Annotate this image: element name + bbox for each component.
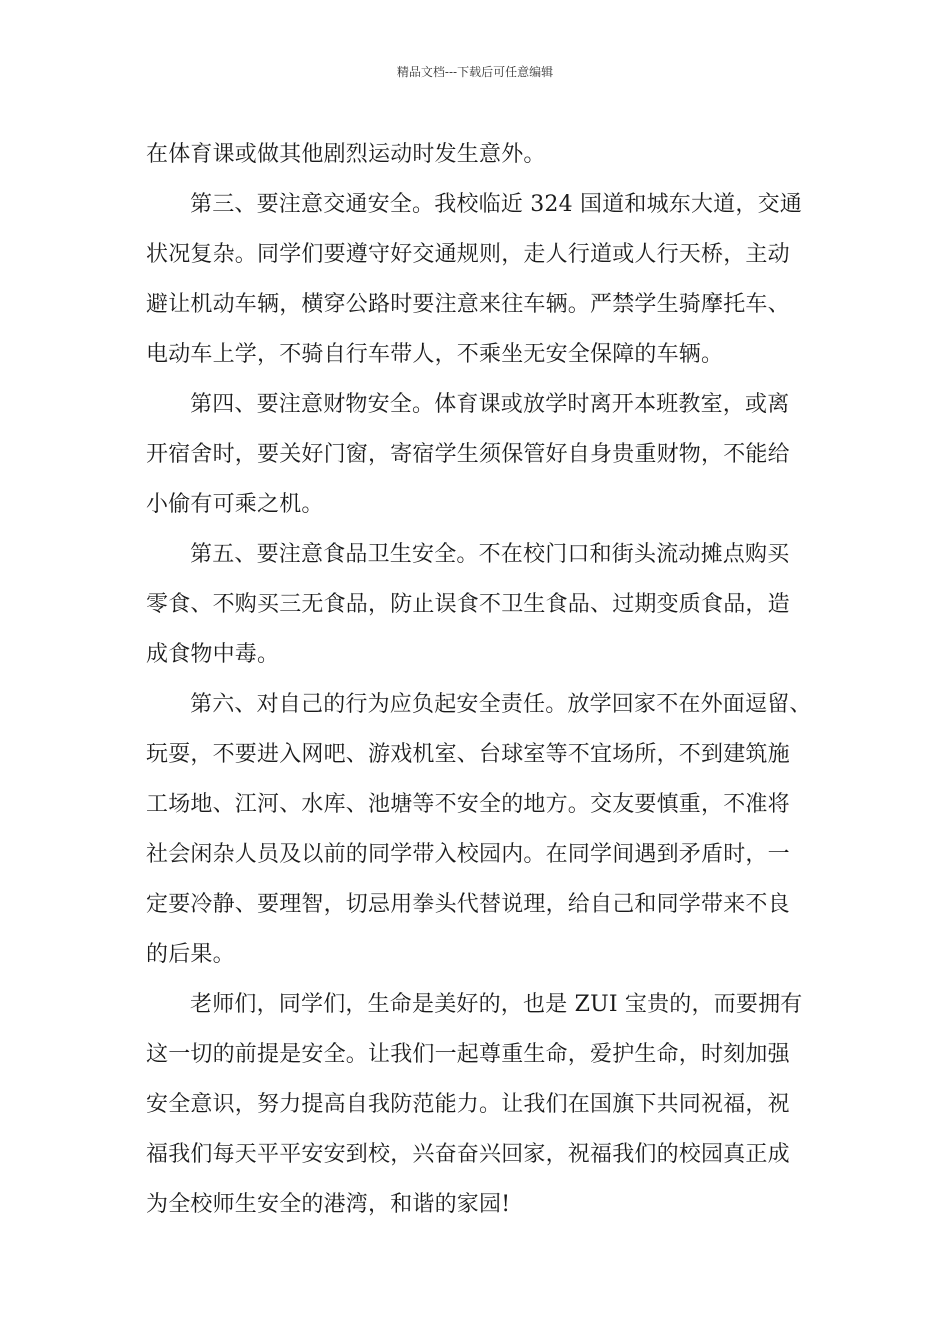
text-line: 为全校师生安全的港湾，和谐的家园! [146,1192,511,1217]
text-line: 第三、要注意交通安全。我校临近 324 国道和城东大道，交通 [190,192,802,217]
text-line: 定要冷静、要理智，切忌用拳头代替说理，给自己和同学带来不良 [146,892,790,917]
document-body [146,130,816,1230]
text-line: 第四、要注意财物安全。体育课或放学时离开本班教室，或离 [190,392,790,417]
text-line: 福我们每天平平安安到校，兴奋奋兴回家，祝福我们的校园真正成 [146,1142,790,1167]
text-line: 社会闲杂人员及以前的同学带入校园内。在同学间遇到矛盾时，一 [146,842,790,867]
page-header: 精品文档---下载后可任意编辑 [396,65,554,79]
text-line: 开宿舍时，要关好门窗，寄宿学生须保管好自身贵重财物，不能给 [146,442,790,467]
text-line: 状况复杂。同学们要遵守好交通规则，走人行道或人行天桥，主动 [146,242,790,267]
text-line: 成食物中毒。 [146,642,280,667]
text-line: 老师们，同学们，生命是美好的，也是 ZUI 宝贵的，而要拥有 [190,992,803,1017]
text-line: 玩耍，不要进入网吧、游戏机室、台球室等不宜场所，不到建筑施 [146,742,790,767]
text-line: 零食、不购买三无食品，防止误食不卫生食品、过期变质食品，造 [146,592,790,617]
text-line: 这一切的前提是安全。让我们一起尊重生命，爱护生命，时刻加强 [146,1042,790,1067]
text-line: 避让机动车辆，横穿公路时要注意来往车辆。严禁学生骑摩托车、 [146,292,790,317]
text-line: 第五、要注意食品卫生安全。不在校门口和街头流动摊点购买 [190,542,790,567]
text-line: 电动车上学，不骑自行车带人，不乘坐无安全保障的车辆。 [146,342,724,367]
text-line: 的后果。 [146,942,235,967]
text-line: 工场地、江河、水库、池塘等不安全的地方。交友要慎重，不准将 [146,792,790,817]
text-line: 安全意识，努力提高自我防范能力。让我们在国旗下共同祝福，祝 [146,1092,790,1117]
text-line: 第六、对自己的行为应负起安全责任。放学回家不在外面逗留、 [190,692,812,717]
text-line: 在体育课或做其他剧烈运动时发生意外。 [146,142,546,167]
text-line: 小偷有可乘之机。 [146,492,324,517]
